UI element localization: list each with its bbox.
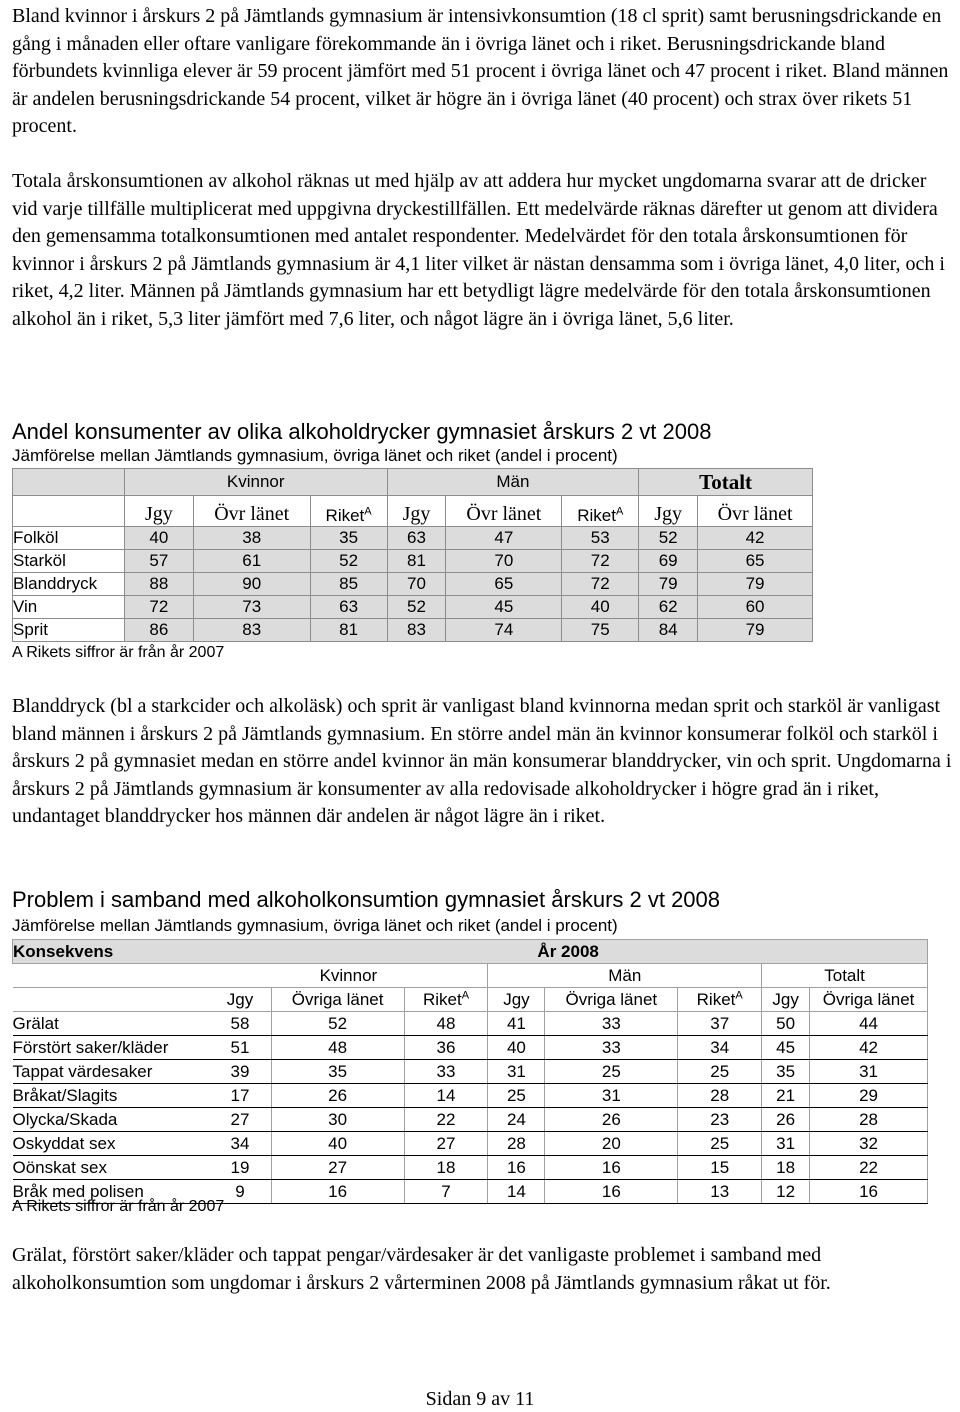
table-cell: 35 bbox=[271, 1060, 404, 1084]
table-cell: 37 bbox=[678, 1012, 762, 1036]
table2-group-man: Män bbox=[488, 964, 762, 988]
table-cell: 35 bbox=[762, 1060, 810, 1084]
table-row bbox=[13, 1012, 928, 1036]
table-cell: 34 bbox=[678, 1036, 762, 1060]
table-cell: 48 bbox=[271, 1036, 404, 1060]
table-cell: 35 bbox=[310, 527, 387, 550]
table-row bbox=[13, 1060, 928, 1084]
paragraph-problems-summary: Grälat, förstört saker/kläder och tappat pengar/värdesaker är det vanligaste problemet i samband med alkoholkonsumtion som ungdomar i årskurs 2 vårterminen 2008 på Jämtlands gymnasium råkat ut för. bbox=[12, 1244, 831, 1294]
table1-col-riket: Riket$^A$ bbox=[310, 496, 387, 527]
table-cell: 53 bbox=[562, 527, 639, 550]
table2-col-jgy: Jgy bbox=[762, 988, 810, 1012]
row-label: Blanddryck bbox=[13, 573, 125, 596]
table-cell: 63 bbox=[387, 527, 446, 550]
table2-header-year: År 2008 bbox=[209, 940, 927, 964]
table-cell: 70 bbox=[387, 573, 446, 596]
table-row bbox=[13, 1084, 928, 1108]
table-cell: 88 bbox=[124, 573, 193, 596]
table1-col-ovr: Övr länet bbox=[446, 496, 562, 527]
table-cell: 25 bbox=[678, 1060, 762, 1084]
table2-col-riket: Riket$^A$ bbox=[678, 988, 762, 1012]
table-cell: 25 bbox=[488, 1084, 545, 1108]
table2-group-kvinnor: Kvinnor bbox=[209, 964, 488, 988]
table-cell: 36 bbox=[404, 1036, 488, 1060]
table-cell: 31 bbox=[545, 1084, 678, 1108]
table1-col-ovr: Övr länet bbox=[698, 496, 813, 527]
table-cell: 44 bbox=[810, 1012, 928, 1036]
table-cell: 63 bbox=[310, 596, 387, 619]
table-cell: 31 bbox=[762, 1132, 810, 1156]
table-row bbox=[13, 1108, 928, 1132]
table-cell: 62 bbox=[639, 596, 698, 619]
table-cell: 24 bbox=[488, 1108, 545, 1132]
table1-col-riket: Riket$^A$ bbox=[562, 496, 639, 527]
row-label: Starköl bbox=[13, 550, 125, 573]
table-cell: 74 bbox=[446, 619, 562, 642]
row-label: Förstört saker/kläder bbox=[13, 1036, 210, 1060]
table1-col-jgy: Jgy bbox=[639, 496, 698, 527]
paragraph-drink-preferences: Blanddryck (bl a starkcider och alkoläsk) och sprit är vanligast bland kvinnorna medan sprit och starköl är vanligast bland männen i årskurs 2 på Jämtlands gymnasium. En större andel män än kvinnor konsumerar folköl och starköl i årskurs 2 på gymnasiet medan en större andel kvinnor än män konsumerar blanddrycker, vin och sprit. Ungdomarna i årskurs 2 på Jämtlands gymnasium är konsumenter av alla redovisade alkoholdrycker i högre grad än i riket, undantaget blanddrycker hos männen där andelen är något lägre än i riket. bbox=[12, 695, 952, 828]
table-cell: 38 bbox=[193, 527, 310, 550]
table-cell: 34 bbox=[209, 1132, 271, 1156]
table-cell: 41 bbox=[488, 1012, 545, 1036]
row-label: Oskyddat sex bbox=[13, 1132, 210, 1156]
table-cell: 72 bbox=[562, 573, 639, 596]
table-consumers-by-drink bbox=[12, 468, 813, 642]
table-cell: 42 bbox=[698, 527, 813, 550]
table-cell: 27 bbox=[271, 1156, 404, 1180]
table-row bbox=[13, 1132, 928, 1156]
table-cell: 27 bbox=[209, 1108, 271, 1132]
table-cell: 13 bbox=[678, 1180, 762, 1204]
table-cell: 26 bbox=[271, 1084, 404, 1108]
row-label: Oönskat sex bbox=[13, 1156, 210, 1180]
table-cell: 40 bbox=[124, 527, 193, 550]
table2-corner-2 bbox=[13, 988, 210, 1012]
row-label: Bråkat/Slagits bbox=[13, 1084, 210, 1108]
table-cell: 83 bbox=[387, 619, 446, 642]
table2-title: Problem i samband med alkoholkonsumtion gymnasiet årskurs 2 vt 2008 bbox=[12, 887, 721, 912]
table-cell: 22 bbox=[404, 1108, 488, 1132]
table1-footnote: A Rikets siffror är från år 2007 bbox=[12, 644, 225, 661]
table-cell: 60 bbox=[698, 596, 813, 619]
table-cell: 12 bbox=[762, 1180, 810, 1204]
table2-col-jgy: Jgy bbox=[209, 988, 271, 1012]
table-cell: 73 bbox=[193, 596, 310, 619]
table-cell: 81 bbox=[387, 550, 446, 573]
table-cell: 58 bbox=[209, 1012, 271, 1036]
table-cell: 14 bbox=[404, 1084, 488, 1108]
row-label: Bråk med polisen bbox=[13, 1180, 210, 1204]
row-label: Olycka/Skada bbox=[13, 1108, 210, 1132]
table-row bbox=[13, 1036, 928, 1060]
table1-group-man: Män bbox=[387, 469, 639, 496]
table-cell: 16 bbox=[488, 1156, 545, 1180]
row-label: Grälat bbox=[13, 1012, 210, 1036]
table-cell: 48 bbox=[404, 1012, 488, 1036]
table2-subtitle: Jämförelse mellan Jämtlands gymnasium, övriga länet och riket (andel i procent) bbox=[12, 916, 618, 935]
table-cell: 45 bbox=[446, 596, 562, 619]
table-row bbox=[13, 527, 813, 550]
table-cell: 39 bbox=[209, 1060, 271, 1084]
row-label: Sprit bbox=[13, 619, 125, 642]
table-cell: 23 bbox=[678, 1108, 762, 1132]
table-cell: 90 bbox=[193, 573, 310, 596]
table-cell: 26 bbox=[762, 1108, 810, 1132]
table-cell: 15 bbox=[678, 1156, 762, 1180]
table2-group-totalt: Totalt bbox=[762, 964, 928, 988]
table1-group-totalt: Totalt bbox=[639, 469, 813, 496]
table-cell: 21 bbox=[762, 1084, 810, 1108]
table-cell: 83 bbox=[193, 619, 310, 642]
table-cell: 45 bbox=[762, 1036, 810, 1060]
row-label: Folköl bbox=[13, 527, 125, 550]
table-cell: 42 bbox=[810, 1036, 928, 1060]
row-label: Tappat värdesaker bbox=[13, 1060, 210, 1084]
table1-corner-2 bbox=[13, 496, 125, 527]
table-cell: 51 bbox=[209, 1036, 271, 1060]
table-cell: 50 bbox=[762, 1012, 810, 1036]
table1-column-header bbox=[13, 496, 813, 527]
table-cell: 69 bbox=[639, 550, 698, 573]
table-row bbox=[13, 596, 813, 619]
table-cell: 25 bbox=[678, 1132, 762, 1156]
table2-col-jgy: Jgy bbox=[488, 988, 545, 1012]
table-cell: 25 bbox=[545, 1060, 678, 1084]
table-cell: 17 bbox=[209, 1084, 271, 1108]
table-cell: 20 bbox=[545, 1132, 678, 1156]
table-cell: 18 bbox=[404, 1156, 488, 1180]
table-cell: 65 bbox=[446, 573, 562, 596]
table-cell: 19 bbox=[209, 1156, 271, 1180]
table-cell: 31 bbox=[810, 1060, 928, 1084]
table1-group-kvinnor: Kvinnor bbox=[124, 469, 387, 496]
table-cell: 32 bbox=[810, 1132, 928, 1156]
table-cell: 75 bbox=[562, 619, 639, 642]
table-cell: 52 bbox=[310, 550, 387, 573]
table-row bbox=[13, 573, 813, 596]
table-cell: 79 bbox=[639, 573, 698, 596]
table-cell: 79 bbox=[698, 619, 813, 642]
table-cell: 16 bbox=[271, 1180, 404, 1204]
table-cell: 86 bbox=[124, 619, 193, 642]
table-cell: 65 bbox=[698, 550, 813, 573]
table1-col-jgy: Jgy bbox=[124, 496, 193, 527]
table-cell: 28 bbox=[810, 1108, 928, 1132]
table-cell: 57 bbox=[124, 550, 193, 573]
table-cell: 40 bbox=[271, 1132, 404, 1156]
table-cell: 28 bbox=[678, 1084, 762, 1108]
table-cell: 14 bbox=[488, 1180, 545, 1204]
table-cell: 72 bbox=[562, 550, 639, 573]
table-row bbox=[13, 619, 813, 642]
table-cell: 40 bbox=[562, 596, 639, 619]
table-cell: 47 bbox=[446, 527, 562, 550]
table-cell: 61 bbox=[193, 550, 310, 573]
table-cell: 52 bbox=[387, 596, 446, 619]
table-cell: 16 bbox=[810, 1180, 928, 1204]
row-label: Vin bbox=[13, 596, 125, 619]
table-cell: 16 bbox=[545, 1156, 678, 1180]
table-cell: 33 bbox=[404, 1060, 488, 1084]
table-cell: 7 bbox=[404, 1180, 488, 1204]
table2-col-ovr: Övriga länet bbox=[271, 988, 404, 1012]
table-cell: 40 bbox=[488, 1036, 545, 1060]
table-cell: 84 bbox=[639, 619, 698, 642]
table-row bbox=[13, 550, 813, 573]
table-cell: 79 bbox=[698, 573, 813, 596]
table-cell: 70 bbox=[446, 550, 562, 573]
table-cell: 85 bbox=[310, 573, 387, 596]
table-cell: 72 bbox=[124, 596, 193, 619]
table-row bbox=[13, 1156, 928, 1180]
table2-footnote: A Rikets siffror är från år 2007 bbox=[12, 1198, 225, 1215]
table-cell: 30 bbox=[271, 1108, 404, 1132]
table2-column-header bbox=[13, 988, 928, 1012]
table2-col-ovr: Övriga länet bbox=[810, 988, 928, 1012]
table-cell: 22 bbox=[810, 1156, 928, 1180]
table-cell: 52 bbox=[271, 1012, 404, 1036]
table-cell: 16 bbox=[545, 1180, 678, 1204]
paragraph-intensive-drinking: Bland kvinnor i årskurs 2 på Jämtlands gymnasium är intensivkonsumtion (18 cl sprit) samt berusningsdrickande en gång i månaden eller oftare vanligare förekommande än i övriga länet och i riket. Berusningsdrickande bland förbundets kvinnliga elever är 59 procent jämfört med 51 procent i övriga länet och 47 procent i riket. Bland männen är andelen berusningsdrickande 54 procent, vilket är högre än i övriga länet (40 procent) och strax över rikets 51 procent. bbox=[12, 5, 949, 138]
table-cell: 33 bbox=[545, 1012, 678, 1036]
table1-col-ovr: Övr länet bbox=[193, 496, 310, 527]
paragraph-annual-consumption: Totala årskonsumtionen av alkohol räknas ut med hjälp av att addera hur mycket ungdomarna svarar att de dricker vid varje tillfälle multiplicerat med uppgivna dryckestillfällen. Ett medelvärde räknas därefter ut genom att dividera den gemensamma totalkonsumtionen med antalet respondenter. Medelvärdet för den totala årskonsumtionen för kvinnor i årskurs 2 på Jämtlands gymnasium är 4,1 liter vilket är nästan densamma som i övriga länet, 4,0 liter, och i riket, 4,2 liter. Männen på Jämtlands gymnasium har ett betydligt lägre medelvärde för den totala årskonsumtionen alkohol än i riket, 5,3 liter jämfört med 7,6 liter, och något lägre än i övriga länet, 5,6 liter. bbox=[12, 170, 945, 330]
table1-group-header bbox=[13, 469, 813, 496]
table2-corner bbox=[13, 964, 210, 988]
table-cell: 52 bbox=[639, 527, 698, 550]
table-cell: 81 bbox=[310, 619, 387, 642]
table-cell: 28 bbox=[488, 1132, 545, 1156]
table2-header-label: Konsekvens bbox=[13, 940, 210, 964]
table2-col-riket: Riket$^A$ bbox=[404, 988, 488, 1012]
table1-corner bbox=[13, 469, 125, 496]
table-cell: 26 bbox=[545, 1108, 678, 1132]
table-cell: 33 bbox=[545, 1036, 678, 1060]
table-alcohol-problems bbox=[12, 939, 928, 1204]
table1-subtitle: Jämförelse mellan Jämtlands gymnasium, övriga länet och riket (andel i procent) bbox=[12, 446, 618, 465]
table-cell: 29 bbox=[810, 1084, 928, 1108]
table1-col-jgy: Jgy bbox=[387, 496, 446, 527]
table-cell: 9 bbox=[209, 1180, 271, 1204]
table2-header bbox=[13, 940, 928, 964]
table-cell: 31 bbox=[488, 1060, 545, 1084]
page-footer: Sidan 9 av 11 bbox=[425, 1388, 535, 1410]
table2-col-ovr: Övriga länet bbox=[545, 988, 678, 1012]
table1-title: Andel konsumenter av olika alkoholdrycker gymnasiet årskurs 2 vt 2008 bbox=[12, 419, 712, 444]
table2-group-header bbox=[13, 964, 928, 988]
table-cell: 18 bbox=[762, 1156, 810, 1180]
table-cell: 27 bbox=[404, 1132, 488, 1156]
